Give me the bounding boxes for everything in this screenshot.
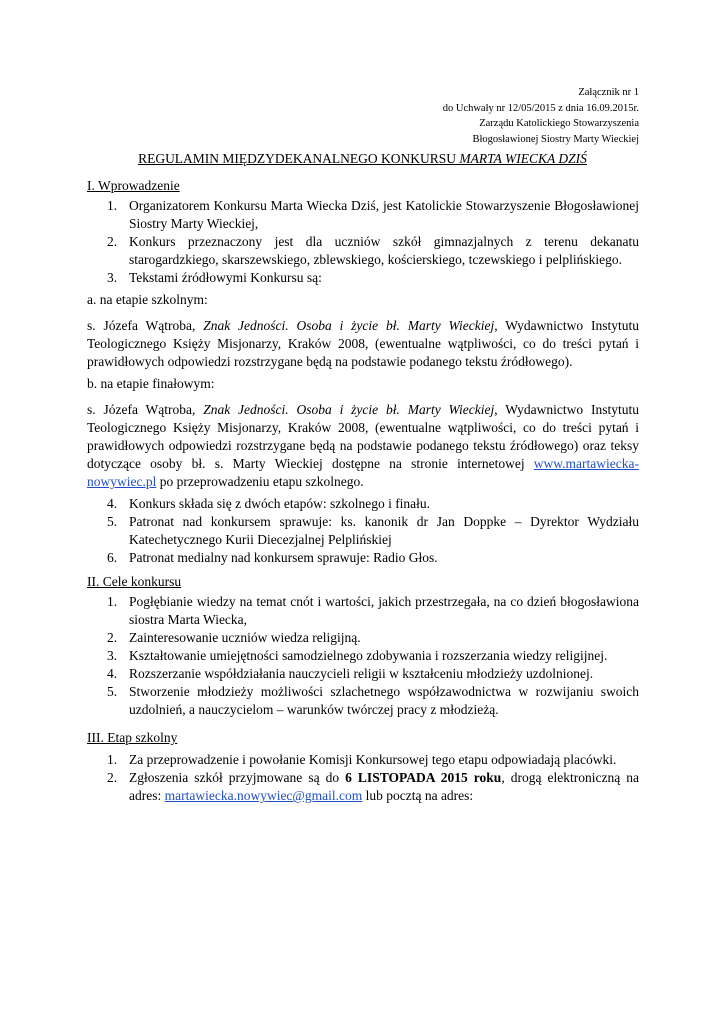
list-item: 6. Patronat medialny nad konkursem sprawuje: Radio Głos. [107, 550, 438, 565]
list-item: 5. Patronat nad konkursem sprawuje: ks. kanonik dr Jan Doppke – Dyrektor Wydziału Katechetycznego Kurii Diecezjalnej Pelplińskiej [107, 514, 639, 547]
website-link[interactable]: www.martawiecka-nowywiec.pl [87, 456, 639, 489]
list-item: 5. Stworzenie młodzieży możliwości szlachetnego współzawodnictwa w rozwijaniu swoich uzdolnień, a nauczycielom – warunków twórczej pracy z młodzieżą. [107, 684, 639, 717]
list-item: 2. Konkurs przeznaczony jest dla uczniów szkół gimnazjalnych z terenu dekanatu starogardzkiego, skarszewskiego, zblewskiego, kościerskiego, tczewskiego i pelplińskiego. [107, 234, 639, 267]
stage-b-source: s. Józefa Wątroba, Znak Jedności. Osoba i życie bł. Marty Wieckiej, Wydawnictwo Instytutu Teologicznego Księży Misjonarzy, Kraków 2008, (ewentualne wątpliwości, co do treści pytań i prawidłowych odpowiedzi rozstrzygane będą na podstawie podanego tekstu źródłowego) oraz teksy dotyczące osoby bł. s. Marty Wieckiej dostępne na stronie internetowej www.martawiecka-nowywiec.pl po przeprowadzeniu etapu szkolnego. [87, 402, 639, 489]
section-heading-school-stage: III. Etap szkolny [87, 730, 178, 745]
intro-list [87, 197, 639, 287]
title-italic: MARTA WIECKA DZIŚ [459, 151, 587, 166]
stage-b-label: b. na etapie finałowym: [87, 376, 215, 391]
list-item: 1. Organizatorem Konkursu Marta Wiecka Dziś, jest Katolickie Stowarzyszenie Błogosławionej Siostry Marty Wieckiej, [107, 198, 639, 231]
goals-list [87, 593, 639, 719]
stage-a-label: a. na etapie szkolnym: [87, 292, 208, 307]
list-item: 4. Konkurs składa się z dwóch etapów: szkolnego i finału. [107, 496, 431, 511]
list-item: 4. Rozszerzanie współdziałania nauczycieli religii w kształceniu młodzieży uzdolnionej. [107, 666, 594, 681]
attachment-note [443, 85, 639, 147]
list-item: 1. Za przeprowadzenie i powołanie Komisji Konkursowej tego etapu odpowiadają placówki. [107, 752, 617, 767]
list-item: 1. Pogłębianie wiedzy na temat cnót i wartości, jakich przestrzegała, na co dzień błogosławiona siostra Marta Wiecka, [107, 594, 639, 627]
document-body [87, 177, 639, 805]
section-heading-intro: I. Wprowadzenie [87, 178, 180, 193]
list-item: 3. Kształtowanie umiejętności samodzielnego zdobywania i rozszerzania wiedzy religijnej. [107, 648, 608, 663]
school-stage-list [87, 751, 639, 805]
document-title [0, 151, 725, 167]
list-item: 2. Zainteresowanie uczniów wiedza religijną. [107, 630, 361, 645]
email-link[interactable]: martawiecka.nowywiec@gmail.com [164, 788, 363, 803]
attachment-line-3: Zarządu Katolickiego Stowarzyszenia [479, 118, 639, 129]
attachment-line-4: Błogosławionej Siostry Marty Wieckiej [472, 133, 639, 145]
attachment-line-2: do Uchwały nr 12/05/2015 z dnia 16.09.2015r. [442, 102, 639, 114]
list-item: 2. Zgłoszenia szkół przyjmowane są do 6 LISTOPADA 2015 roku, drogą elektroniczną na adres: martawiecka.nowywiec@gmail.com lub pocztą na adres: [107, 770, 639, 803]
stage-a-source: s. Józefa Wątroba, Znak Jedności. Osoba i życie bł. Marty Wieckiej, Wydawnictwo Instytutu Teologicznego Księży Misjonarzy, Kraków 2008, (ewentualne wątpliwości, co do treści pytań i prawidłowych odpowiedzi rozstrzygane będą na podstawie podanego tekstu źródłowego). [87, 318, 639, 369]
section-heading-goals: II. Cele konkursu [87, 574, 182, 589]
attachment-line-1: Załącznik nr 1 [578, 87, 639, 98]
list-item: 3. Tekstami źródłowymi Konkursu są: [107, 270, 322, 285]
title-main: REGULAMIN MIĘDZYDEKANALNEGO KONKURSU [138, 151, 460, 166]
intro-list-continued [87, 495, 639, 567]
